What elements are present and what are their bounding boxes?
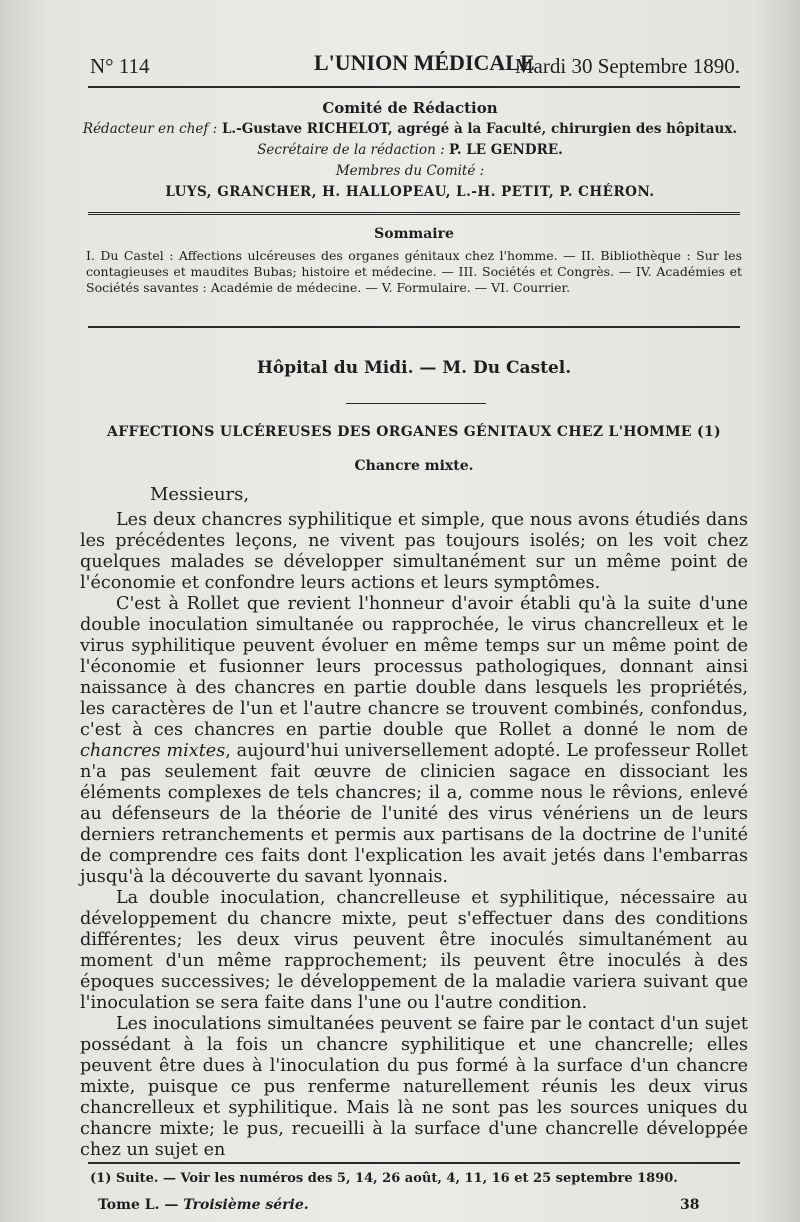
editorial-committee [80, 98, 740, 203]
paragraph-2-part-a: C'est à Rollet que revient l'honneur d'avoir établi qu'à la suite d'une double inoculation simultanée ou rapprochée, le virus chancrelleux et le virus syphilitique peuvent évoluer en même temps sur un même point de l'économie et fusionner leurs processus pathologiques, donnant ainsi naissance à des chancres en partie double dans lesquels les propriétés, les caractères de l'un et l'autre chancre se trouvent combinés, confondus, c'est à ces chancres en partie double que Rollet a donné le nom de [80, 594, 748, 740]
salutation: Messieurs, [150, 484, 250, 505]
journal-title: L'UNION MÉDICALE [314, 50, 535, 75]
header-rule [88, 86, 740, 88]
secretary-line [80, 140, 740, 161]
footnote: (1) Suite. — Voir les numéros des 5, 14, 26 août, 4, 11, 16 et 25 septembre 1890. [90, 1171, 678, 1186]
issue-number: N° 114 [90, 54, 150, 78]
paragraph-4: Les inoculations simultanées peuvent se faire par le contact d'un sujet possédant à la fois un chancre syphilitique et une chancrelle; elles peuvent être dues à l'inoculation du pus formé à la surface d'un chancre mixte, puisque ce pus renferme naturellement réunis les deux virus chancrelleux et syphilitique. Mais là ne sont pas les sources uniques du chancre mixte; le pus, recueilli à la surface d'une chancrelle développée chez un sujet en [80, 1014, 748, 1160]
article-title: AFFECTIONS ULCÉREUSES DES ORGANES GÉNITAUX CHEZ L'HOMME (1) [107, 424, 721, 440]
serie-label: Troisième série. [183, 1197, 309, 1213]
chief-editor-label: Rédacteur en chef : [82, 121, 218, 137]
footnote-rule [88, 1162, 740, 1164]
chief-editor-name: L.-Gustave RICHELOT, agrégé à la Faculté, chirurgien des hôpitaux. [221, 121, 738, 137]
paragraph-3: La double inoculation, chancrelleuse et syphilitique, nécessaire au développement du chancre mixte, peut s'effectuer dans des conditions différentes; les deux virus peuvent être inoculés simultanément au moment d'un même rapprochement; ils peuvent être inoculés à des époques successives; le développement de la maladie variera suivant que l'inoculation se sera faite dans l'une ou l'autre condition. [80, 888, 748, 1013]
committee-title: Comité de Rédaction [322, 99, 498, 117]
members-label: Membres du Comité : [335, 163, 485, 179]
tome-label: Tome L. — [98, 1197, 179, 1213]
article-body [80, 510, 748, 1161]
members-names: LUYS, GRANCHER, H. HALLOPEAU, L.-H. PETIT, P. CHÉRON. [165, 184, 655, 200]
paragraph-2-emphasis: chancres mixtes [80, 741, 226, 761]
page-number: 38 [680, 1197, 700, 1213]
hospital-heading: Hôpital du Midi. — M. Du Castel. [256, 358, 572, 378]
sommaire-text: I. Du Castel : Affections ulcéreuses des organes génitaux chez l'homme. — II. Bibliothèque : Sur les contagieuses et maudites Bubas; histoire et médecine. — III. Sociétés et Congrès. — IV. Académies et Sociétés savantes : Académie de médecine. — V. Formulaire. — VI. Courrier. [86, 248, 742, 295]
chief-editor-line [80, 119, 740, 140]
page-header [90, 50, 740, 84]
paragraph-1: Les deux chancres syphilitique et simple, que nous avons étudiés dans les précédentes leçons, ne vivent pas toujours isolés; on les voit chez quelques malades se développer simultanément sur un même point de l'économie et confondre leurs actions et leurs symptômes. [80, 510, 748, 593]
short-rule [346, 403, 486, 404]
volume-info [98, 1197, 309, 1213]
table-of-contents [86, 226, 742, 296]
secretary-label: Secrétaire de la rédaction : [257, 142, 445, 158]
paragraph-2 [80, 594, 748, 888]
committee-rule [88, 212, 740, 215]
secretary-name: P. LE GENDRE. [448, 142, 563, 158]
paragraph-2-part-b: , aujourd'hui universellement adopté. Le professeur Rollet n'a pas seulement fait œuvre de clinicien sagace en dissociant les éléments complexes de tels chancres; il a, comme nous le rêvions, enlevé au défenseurs de la théorie de l'unité des virus vénériens un de leurs derniers retranchements et permis aux partisans de la doctrine de l'unité de comprendre ces faits dont l'explication les avait jetés dans l'embarras jusqu'à la découverte du savant lyonnais. [80, 741, 748, 887]
sommaire-title: Sommaire [374, 226, 454, 242]
article-subtitle: Chancre mixte. [354, 458, 474, 474]
issue-date: Mardi 30 Septembre 1890. [514, 54, 740, 78]
sommaire-rule [88, 326, 740, 328]
